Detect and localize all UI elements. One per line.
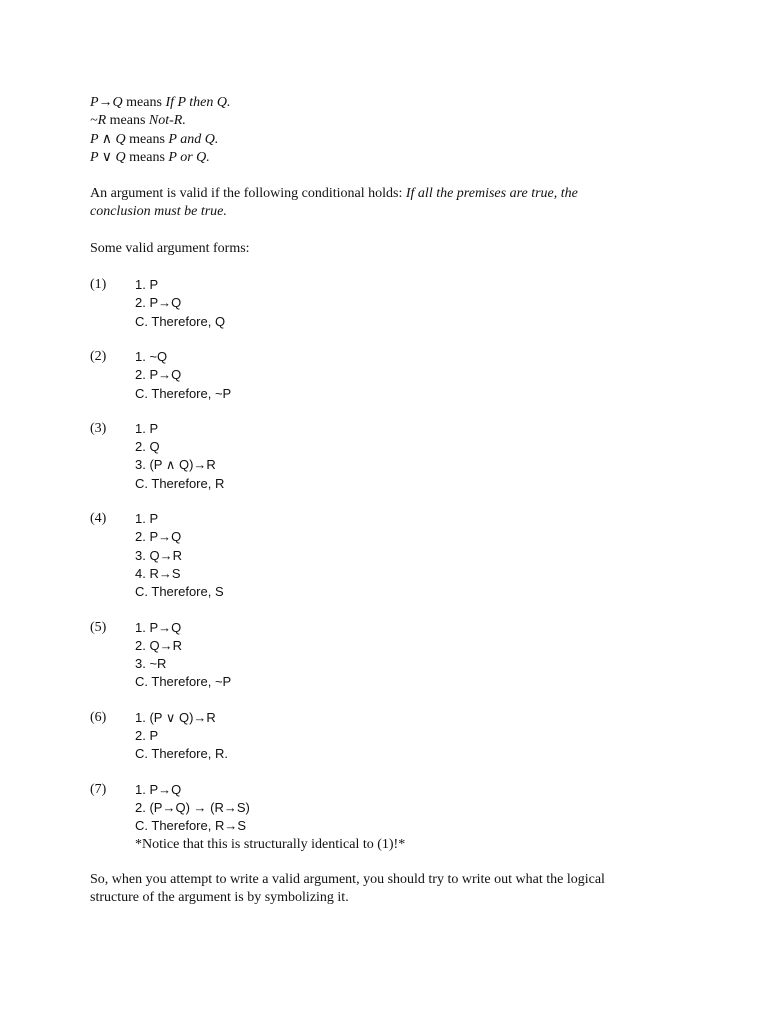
closing-line-1: So, when you attempt to write a valid argument, you should try to write out what the logical [90,871,605,887]
argument-form-lines [135,420,224,493]
forms-heading: Some valid argument forms: [90,240,250,256]
argument-premise: 1. P [135,277,159,293]
argument-premise: 1. P→Q [135,781,182,797]
argument-premise: 1. ~Q [135,348,168,364]
validity-paragraph [90,185,730,222]
argument-form-number: (3) [90,420,107,436]
argument-form [90,510,730,601]
argument-conclusion: C. Therefore, ~P [135,385,232,401]
validity-condition: If all the premises are true, the [405,186,578,202]
definition-symbol: P ∨ Q [90,149,126,165]
argument-premise: 3. ~R [135,656,167,672]
closing-paragraph [90,871,730,908]
argument-form [90,619,730,692]
argument-form-lines [135,510,224,601]
argument-form-note: *Notice that this is structurally identical to (1)!* [135,836,406,852]
argument-premise: 2. P [135,728,159,744]
definition-negation [90,112,730,130]
argument-form [90,781,730,854]
argument-form-row [90,709,730,764]
argument-conclusion: C. Therefore, ~P [135,674,232,690]
argument-premise: 2. P→Q [135,529,182,545]
argument-premise: 1. (P ∨ Q)→R [135,709,216,725]
argument-form-lines [135,276,225,331]
argument-premise: 2. P→Q [135,295,182,311]
argument-conclusion: C. Therefore, R [135,475,225,491]
argument-form-lines [135,781,405,854]
definition-meaning: P or Q. [168,149,210,165]
definition-verb: means [122,95,166,110]
argument-form [90,420,730,493]
definitions-block [90,94,730,167]
argument-conclusion: C. Therefore, R→S [135,818,247,834]
definition-verb: means [106,113,149,129]
argument-form-lines [135,709,228,764]
argument-form-number: (5) [90,619,107,635]
definition-verb: means [125,149,169,165]
argument-premise: 2. P→Q [135,367,182,383]
argument-premise: 1. P→Q [135,619,182,635]
argument-premise: 3. Q→R [135,547,182,563]
argument-conclusion: C. Therefore, R. [135,746,228,762]
validity-lead: An argument is valid if the following conditional holds: [90,186,406,202]
argument-premise: 2. Q→R [135,637,182,653]
argument-forms-list [90,276,730,854]
argument-form-row [90,276,730,331]
definition-conjunction [90,131,730,149]
argument-premise: 2. Q [135,439,160,455]
argument-form-row [90,348,730,403]
definition-meaning: Not-R. [148,113,186,129]
closing-line-2: structure of the argument is by symbolizing it. [90,890,349,906]
argument-premise: 3. (P ∧ Q)→R [135,457,216,473]
argument-premise: 1. P [135,420,159,436]
argument-form-row [90,420,730,493]
argument-conclusion: C. Therefore, Q [135,313,226,329]
definition-symbol: P→Q [90,95,123,110]
definition-symbol: ~R [90,113,107,129]
definition-disjunction [90,149,730,167]
definition-meaning: If P then Q. [165,95,231,110]
definition-meaning: P and Q. [168,131,219,147]
argument-form-row [90,619,730,692]
definition-symbol: P ∧ Q [90,131,126,147]
argument-premise: 4. R→S [135,565,181,581]
argument-form-number: (7) [90,781,107,797]
argument-form-row [90,510,730,601]
argument-conclusion: C. Therefore, S [135,584,224,600]
argument-form-number: (2) [90,348,107,364]
argument-form [90,276,730,331]
definition-verb: means [125,131,169,147]
argument-form-number: (4) [90,511,107,527]
argument-premise: 1. P [135,511,159,527]
argument-form-number: (6) [90,709,107,725]
validity-condition: conclusion must be true. [90,204,227,220]
argument-form-lines [135,619,231,692]
validity-line-2 [90,203,730,221]
argument-premise: 2. (P→Q) → (R→S) [135,799,250,815]
validity-line-1 [90,185,730,203]
argument-form-row [90,781,730,854]
argument-form [90,348,730,403]
definition-conditional [90,94,730,112]
argument-form-lines [135,348,231,403]
argument-form [90,709,730,764]
argument-form-number: (1) [90,277,107,293]
document-page [90,94,730,925]
